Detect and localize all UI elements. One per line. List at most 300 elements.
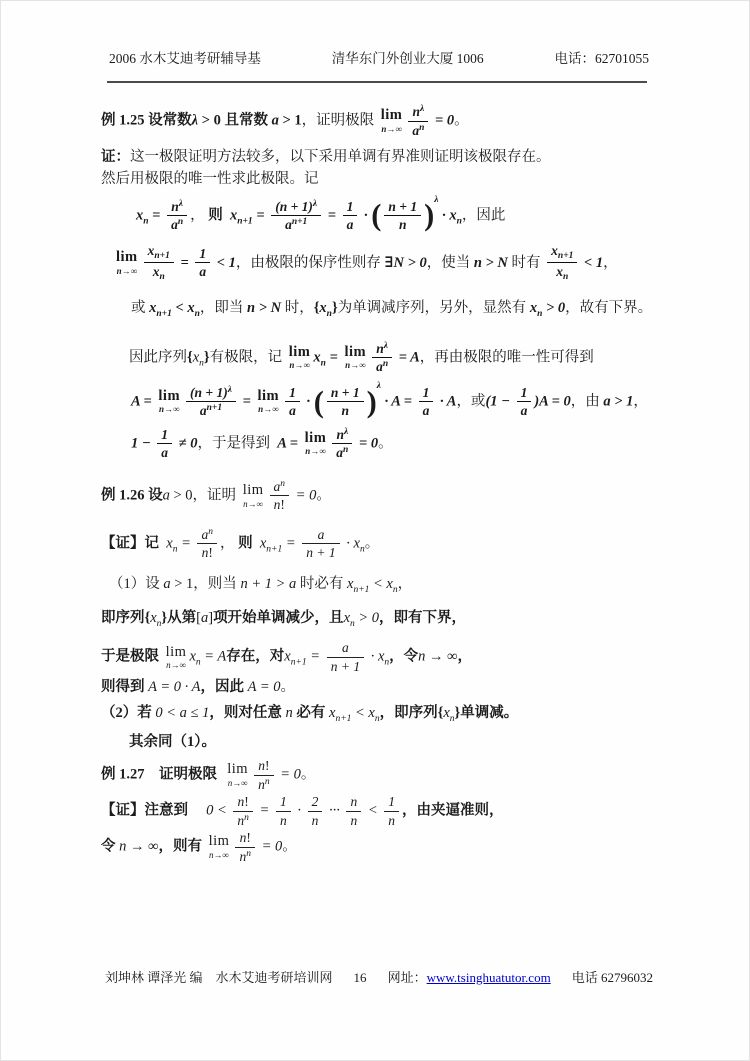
page-footer [105,967,653,986]
page-header [109,47,649,67]
footer-authors: 刘坤林 谭泽光 编 水木艾迪考研培训网 [105,970,333,985]
math-run-bold: · [302,393,314,410]
math-superscript: n [177,217,184,228]
math-run: = [255,802,273,819]
math-subscript: n [374,714,380,725]
math-run: n [258,758,265,774]
math-run-bold: 1 [161,426,169,442]
fraction-numerator [195,246,210,264]
math-run: x [150,610,157,627]
math-run-bold: ∃N > 0 [384,254,427,271]
case-1-conclusion [101,677,661,699]
math-run: n [273,497,281,513]
header-course-title: 2006 水木艾迪考研辅导基 [109,51,261,66]
math-fraction [408,104,428,138]
footer-url-label: 网址： [387,970,427,985]
math-subscript: n [392,584,398,595]
math-run-bold: n [412,104,421,119]
fraction-numerator [285,385,300,403]
math-run-bold: < x [171,300,195,317]
line-monotone [101,298,661,321]
text-run: 时必有 [296,575,348,592]
math-run-bold: = [238,393,255,410]
math-run-bold: a [285,217,292,233]
math-run-bold: a [199,264,207,280]
text-run-bold: { [313,300,320,317]
ex126-proof-setup [101,526,661,562]
math-fraction [384,794,399,828]
ex127-proof [101,793,661,829]
math-run: 2 [311,794,319,810]
eq-conclusion-125 [101,426,661,462]
math-run-bold: x [136,206,144,223]
limit-operator: lim [344,343,367,360]
fraction-denominator [372,358,392,375]
math-run: ··· [325,802,344,819]
math-run: n [285,705,293,722]
fraction-denominator [197,544,217,561]
fraction-denominator [517,402,532,419]
limit-subscript: n→∞ [116,265,138,276]
math-fraction [271,199,321,233]
text-run-bold: 例 1.26 设 [101,487,163,504]
math-run: x [192,349,200,365]
math-run: < x [369,575,393,592]
math-run-bold: 1 [346,198,354,214]
math-superscript: λ [312,198,318,209]
math-subscript: n [156,619,162,630]
math-run-bold: n + 1 [388,198,418,214]
math-run: n → ∞ [418,648,458,665]
math-run: n [350,794,358,810]
math-run-bold: A = [131,393,156,410]
text-run-bold: 单调减。 [460,705,519,722]
text-run-bold: 令 [101,838,120,855]
math-superscript: λ [343,426,349,437]
math-subscript: n [456,215,462,226]
math-run: a [162,487,170,504]
math-run: = 0 [292,487,317,504]
footer-url-link[interactable]: www.tsinghuatutor.com [426,970,551,985]
math-run: < [364,802,382,819]
text-run-bold: 证： [101,149,130,166]
text-run: ，或 [456,393,486,410]
math-run: 1 [388,794,396,810]
fraction-denominator [332,444,352,461]
math-limit [257,389,279,415]
header-divider [107,81,647,83]
math-run: n + 1 [306,545,336,561]
math-run-bold: · A = [380,393,416,410]
text-run-bold: } [331,300,338,317]
fraction-denominator [419,402,434,419]
math-run-bold: 1 [199,245,207,261]
math-run-bold: < 1 [213,254,236,271]
text-run-bold: 必有 [292,705,329,722]
math-limit [116,250,138,276]
math-run-bold: )A = 0 [534,393,571,410]
math-fraction [167,199,187,233]
math-run: = [282,535,300,552]
math-fraction [419,385,434,419]
math-subscript: n [350,619,355,630]
limit-subscript: n→∞ [305,446,326,457]
fraction-denominator [270,496,290,513]
text-run-bold: ，则有 [158,838,206,855]
fraction-numerator [302,527,339,545]
math-subscript: n [320,358,326,368]
math-run-bold: · A [436,393,457,410]
math-superscript: λ [227,384,232,395]
math-run-bold: x [529,300,538,317]
fraction-denominator [271,216,321,233]
math-run-bold: a [520,403,528,419]
fraction-denominator [327,402,364,419]
fraction-numerator [157,427,172,445]
math-subscript: n+1 [237,215,253,226]
limit-subscript: n→∞ [209,849,229,860]
math-run: 1 [279,794,287,810]
text-run: ， [633,393,648,410]
math-subscript: n+1 [557,250,574,261]
text-run: 。 [282,838,297,855]
math-superscript: n [264,776,270,787]
fraction-numerator [276,794,291,812]
math-run: n [237,812,245,828]
limit-operator: lim [227,761,249,778]
fraction-numerator [408,104,428,122]
eq-ratio-limit [101,242,661,285]
limit-subscript: n→∞ [381,123,402,134]
math-limit [289,345,311,371]
math-run-bold: a [346,217,354,233]
math-superscript: n [343,445,349,456]
math-run-bold: a [161,445,169,461]
limit-operator: lim [116,249,138,266]
limit-operator: lim [158,387,181,404]
eq-xn-def [101,194,661,234]
math-run-bold: x [319,300,327,317]
case-2-rest [101,732,661,754]
text-run: ， [397,575,413,592]
fraction-denominator [346,812,361,829]
math-paren-group [313,380,381,420]
limit-operator: lim [257,387,280,404]
text-run: ，因此 [461,206,506,223]
math-run-bold: = 0 [431,112,455,129]
limit-operator: lim [288,343,311,360]
math-run: · x [342,535,360,552]
text-run-bold: 【证】注意到 [101,802,207,819]
document-body [101,89,661,865]
text-run-bold: （2）若 [101,705,156,722]
math-superscript: λ [376,380,381,391]
text-run: ! [280,497,285,513]
math-run: = 0 [276,766,301,783]
math-fraction [327,640,364,674]
math-fraction [285,385,300,419]
math-run: n + 1 > a [240,575,297,592]
math-fraction [276,794,291,828]
math-run-bold: n [341,403,349,419]
math-run-bold: (n + 1) [275,198,313,214]
text-run: （1）设 [109,575,164,592]
math-run: n [279,812,287,828]
text-run: ，于是得到 [197,435,278,452]
math-subscript: n+1 [353,584,370,595]
text-run: ，再由极限的唯一性可得到 [419,349,594,365]
fraction-denominator [384,812,399,829]
math-fraction [270,479,290,513]
math-limit [305,431,327,457]
text-run-bold: 例 1.25 设常数 [101,112,192,129]
ex125-title [101,103,661,139]
math-run: n [239,830,247,846]
math-fraction [547,243,577,284]
math-run-bold: a [376,359,383,375]
math-run-bold: 1 [422,384,430,400]
text-run: 。 [316,487,331,504]
math-run-bold: x [229,206,238,223]
text-run: ，由 [570,393,604,410]
math-superscript: λ [178,198,183,209]
text-run-bold: 其余同（1）。 [129,734,216,751]
text-run: ，故有下界。 [565,300,653,317]
math-superscript: λ [420,104,425,114]
math-superscript: n [244,812,249,823]
text-run: 时， [281,300,314,317]
math-run: n → ∞ [119,838,159,855]
math-run-bold: n [336,426,344,442]
fraction-numerator [197,527,217,545]
fraction-numerator [186,385,236,403]
text-run: ，证明极限 [301,112,378,129]
math-run: a [273,478,281,494]
math-fraction [254,758,274,792]
fraction-denominator [327,658,364,675]
math-fraction [157,427,172,461]
math-limit [166,645,187,671]
limit-operator: lim [304,429,327,446]
case-2 [101,703,661,726]
math-run-bold: x [551,242,558,258]
limit-subscript: n→∞ [227,777,248,788]
close-paren: ) [424,198,435,233]
fraction-numerator [332,427,352,445]
math-run: 0 < a ≤ 1 [155,705,210,722]
math-subscript: n+1 [335,714,352,725]
math-subscript: n [537,309,543,320]
text-run: ，由极限的保序性则存 [235,254,385,271]
math-run: x [347,575,354,592]
math-subscript: n [199,358,204,368]
text-run: [ [196,610,201,627]
math-limit [344,345,366,371]
limit-subscript: n→∞ [258,404,279,415]
math-run: n [350,812,358,828]
math-subscript: n [359,544,365,555]
math-run: a [201,526,209,542]
text-run: 这一极限证明方法较多，以下采用单调有界准则证明该极限存在。 [130,149,551,166]
math-run-bold: < 1 [580,254,604,271]
math-run-bold: (n + 1) [190,384,228,400]
math-run: x [284,648,291,665]
math-run-bold: n [376,340,384,356]
text-run-bold: 存在，对 [226,648,285,665]
text-run: ! [208,545,213,561]
math-subscript: n+1 [266,544,283,555]
math-fraction [144,243,174,284]
math-run-bold: (1 − [485,393,514,410]
math-subscript: n [384,657,390,668]
text-run-bold: ，即有下界， [379,610,467,627]
math-run-bold: x [147,242,155,258]
math-run: = 0 [257,838,283,855]
limit-operator: lim [242,482,264,499]
math-fraction [327,385,364,419]
text-run-bold: ，则对任意 [209,705,286,722]
math-run-bold: 1 [289,384,296,400]
math-fraction [343,199,358,233]
text-run: 。 [364,535,380,552]
fraction-denominator [195,263,210,280]
math-run: n [311,812,319,828]
math-run-bold: x [149,300,157,317]
text-run: 。 [300,766,316,783]
math-fraction [517,385,532,419]
fraction-numerator [167,199,187,217]
close-paren: ) [366,384,377,419]
math-limit [243,483,264,509]
text-run: 。 [378,435,393,452]
math-run-bold: n [171,198,179,214]
math-run: n [201,545,209,561]
text-run: > 1，则当 [170,575,241,592]
math-run: x [259,535,267,552]
math-run-bold: n > N [473,254,508,271]
math-run: A = 0 [247,679,281,696]
math-run-bold: = [252,206,269,223]
fraction-numerator [384,199,421,217]
text-run-bold: 【证】记 [101,535,167,552]
text-run-bold: } [161,610,168,627]
ex126-title [101,478,661,514]
text-run: > 0，证明 [169,487,240,504]
text-run-bold: 例 1.27 证明极限 [101,766,225,783]
math-run-bold: · [360,206,372,223]
math-run: x [189,648,196,665]
fraction-denominator [285,402,300,419]
text-run: 因此序列 [129,349,187,365]
text-run: 有极限，记 [209,349,286,365]
fraction-numerator [144,243,174,264]
math-limit [381,108,403,134]
math-fraction [332,427,352,461]
math-run-bold: x [152,264,160,280]
fraction-denominator [547,263,577,283]
text-run-bold: { [144,610,151,627]
limit-operator: lim [380,107,403,124]
math-subscript: n [172,544,178,555]
math-run: a [342,640,349,656]
fraction-denominator [254,776,274,793]
fraction-numerator [372,341,392,359]
math-run: a [200,610,209,627]
text-run: ! [264,758,270,774]
math-run: x [166,535,173,552]
math-run: n [258,776,265,792]
text-run [223,207,230,223]
paren-inner [381,198,424,234]
proof-intro-1 [101,147,661,169]
ex127-conclusion [101,829,661,865]
text-run: ! [246,830,251,846]
math-superscript: n [419,122,425,133]
math-run-bold: A = [277,435,302,452]
math-run-bold: = [324,206,340,223]
footer-website [388,967,551,986]
fraction-denominator [144,263,174,283]
math-fraction [346,794,361,828]
math-superscript: n [246,848,251,859]
math-run-bold: a [171,217,178,233]
fraction-denominator [308,812,323,829]
math-fraction [186,385,236,419]
math-fraction [384,199,421,233]
limit-operator: lim [165,643,187,660]
math-superscript: λ [383,340,388,351]
math-fraction [197,527,217,561]
math-subscript: n [143,215,149,226]
text-run-bold: 则得到 [101,679,149,696]
text-run-bold: ，即序列 [379,705,438,722]
math-run: = [177,535,195,552]
math-run-bold: 1 − [131,435,155,452]
math-run: n + 1 [330,658,361,674]
text-run-bold: } [454,705,461,722]
paren-inner [324,384,367,420]
math-run: · x [367,648,385,665]
ex127-title [101,757,661,793]
text-run-bold: } [203,349,210,365]
math-fraction [302,527,339,561]
math-run-bold: a [412,122,420,138]
text-run: ， [603,254,618,271]
text-run-bold: > 1 [278,112,302,129]
header-phone: 电话：62701055 [554,51,649,66]
text-run: 为单调减序列，另外，显然有 [337,300,530,317]
math-superscript: n [382,359,389,370]
math-run: n [388,812,396,828]
math-limit [227,762,248,788]
math-subscript: n+1 [156,309,172,320]
math-run-bold: a [289,403,296,419]
math-run-bold: a [271,112,279,129]
text-run: ， [190,206,209,223]
math-fraction [235,830,255,864]
math-run: n [237,794,245,810]
math-run: = [306,648,324,665]
limit-subscript: n→∞ [345,360,366,371]
math-run: 0 < [206,802,231,819]
math-fraction [308,794,323,828]
math-run-bold: = 0 [355,435,379,452]
text-run-bold: 则 [208,206,223,223]
math-run-bold: ≠ 0 [175,435,198,452]
text-run-bold: { [437,705,444,722]
text-run: 然后用极限的唯一性求此极限。记 [101,170,319,187]
math-subscript: n [326,309,332,320]
